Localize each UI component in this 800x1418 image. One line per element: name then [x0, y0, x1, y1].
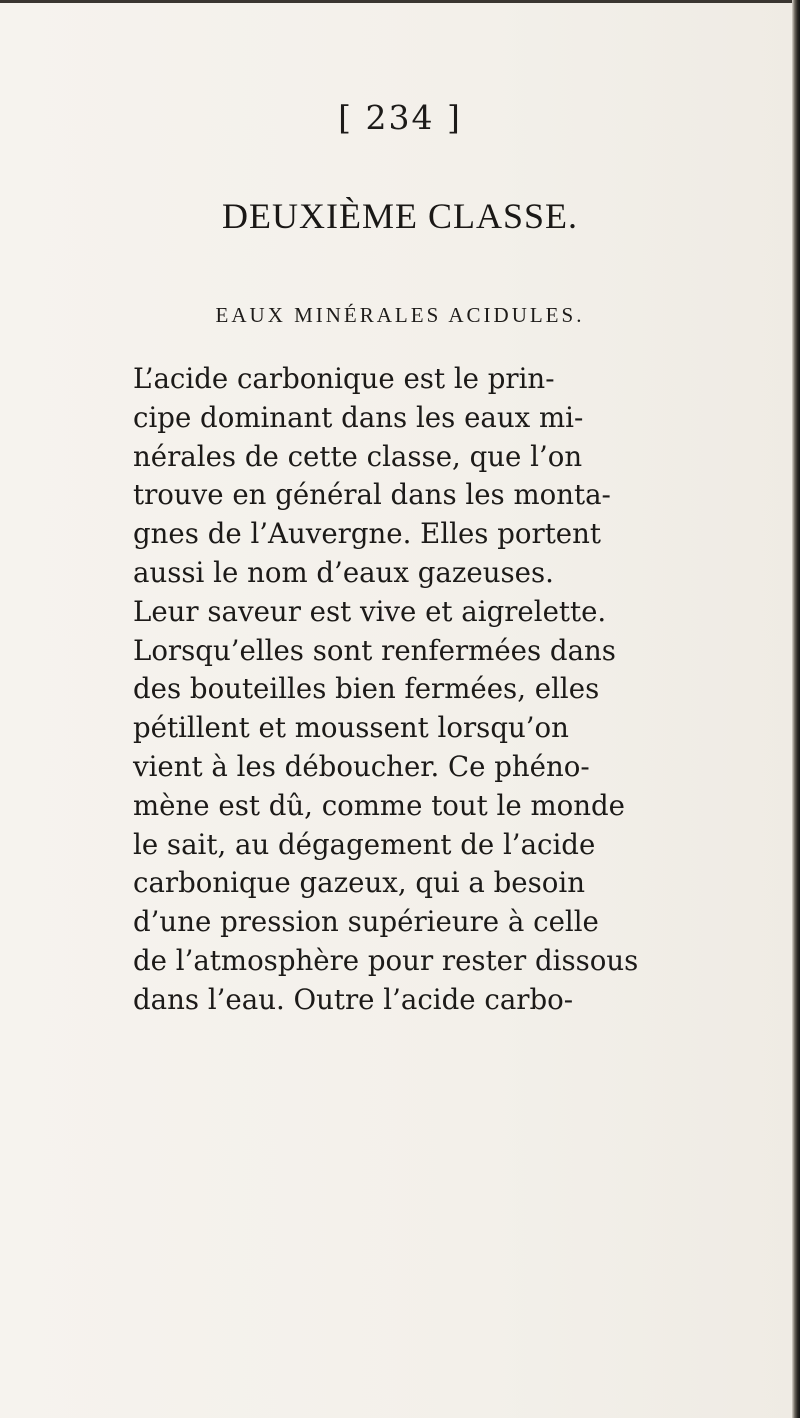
text-line: trouve en général dans les monta- — [133, 478, 611, 512]
text-line: cipe dominant dans les eaux mi- — [133, 400, 584, 434]
text-line: mène est dû, comme tout le monde — [133, 788, 625, 822]
text-line: dans l’eau. Outre l’acide carbo- — [133, 982, 574, 1016]
text-line: des bouteilles bien fermées, elles — [133, 672, 600, 706]
text-line: Leur saveur est vive et aigrelette. — [133, 594, 607, 628]
section-heading: DEUXIÈME CLASSE. — [222, 196, 578, 236]
text-line: vient à les déboucher. Ce phéno- — [133, 749, 590, 783]
section-subheading: EAUX MINÉRALES ACIDULES. — [215, 303, 585, 327]
text-line: aussi le nom d’eaux gazeuses. — [133, 555, 554, 589]
text-line: L’acide carbonique est le prin- — [133, 362, 555, 395]
text-line: d’une pression supérieure à celle — [133, 905, 599, 939]
text-line: nérales de cette classe, que l’on — [133, 439, 583, 473]
text-line: le sait, au dégagement de l’acide — [133, 827, 596, 861]
page-number: [ 234 ] — [338, 98, 462, 137]
text-line: pétillent et moussent lorsqu’on — [133, 711, 569, 745]
page-top-edge — [0, 0, 800, 3]
body-paragraph — [133, 360, 763, 1020]
text-line: carbonique gazeux, qui a besoin — [133, 866, 585, 900]
text-line: Lorsqu’elles sont renfermées dans — [133, 633, 616, 667]
text-line: de l’atmosphère pour rester dissous — [133, 943, 639, 977]
text-line: gnes de l’Auvergne. Elles portent — [133, 517, 601, 551]
